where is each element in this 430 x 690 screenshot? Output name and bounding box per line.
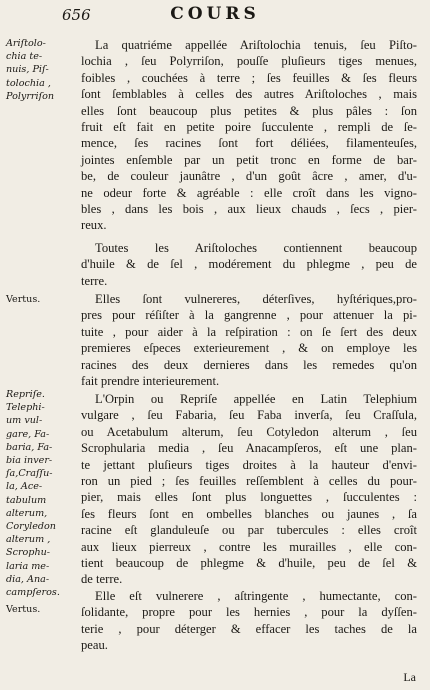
text-line: reux.	[81, 218, 107, 233]
margin-note-line: tabulum	[6, 494, 47, 506]
margin-note-line: campſeros.	[6, 587, 60, 599]
text-line: Scrophularia media , ſeu Anacampſeros, eſt une plan-	[81, 441, 417, 456]
margin-note-line: Repriſe.	[6, 389, 45, 400]
margin-note-line: laria me-	[6, 560, 50, 572]
paragraph-aristolochia-tenuis	[81, 37, 417, 234]
margin-note-line: Telephi-	[6, 402, 45, 414]
margin-note-aristolochia	[6, 37, 70, 103]
text-line: peau.	[81, 638, 108, 653]
text-line: de terre.	[81, 572, 123, 587]
paragraph-orpin	[81, 391, 417, 588]
margin-note-line: nuis, Piſ-	[6, 64, 49, 76]
margin-note-line: la, Ace-	[6, 481, 43, 493]
margin-note-line: baria, Fa-	[6, 441, 53, 453]
paragraph-vertus-2	[81, 588, 417, 654]
margin-note-vertus-2	[6, 603, 70, 616]
text-line: lochia , ſeu Polyrriſon, pouſſe pluſieurs tiges menues,	[81, 54, 417, 69]
text-line: ſes fleurs ſont en ombelles blanches ou jaunes , ſa	[81, 506, 417, 521]
page-header	[0, 0, 430, 30]
text-line: ne odeur forte & agréable : elle croît dans les vigno-	[81, 185, 417, 200]
page-number: 656	[62, 6, 91, 24]
margin-note-vertus-1	[6, 293, 70, 306]
text-line: Elles ſont vulnereres, déterſives, hyſtériques,pro-	[95, 292, 417, 306]
running-head: COURS	[170, 4, 260, 24]
paragraph-vertus-1	[81, 291, 417, 389]
margin-note-line: Polyrriſon	[6, 90, 55, 102]
text-line: ou Acetabulum alterum, ſeu Cotyledon alterum , ſeu	[81, 424, 417, 439]
text-line: premieres eſpeces exterieurement , & on employe les	[81, 341, 417, 356]
text-line: ſont ſemblables à celles des autres Ariſtoloches , mais	[81, 87, 417, 102]
margin-note-line: Coryledon	[6, 521, 56, 533]
margin-note-line: chia te-	[6, 51, 43, 63]
text-line: terre.	[81, 273, 108, 288]
margin-note-line: alterum,	[6, 507, 48, 519]
text-line: be, de couleur jaunâtre , d'un goût âcre , amer, d'u-	[81, 169, 417, 184]
text-line: fruit eſt fait en petite poire ſucculente , rempli de ſe-	[81, 120, 417, 135]
text-line: jointes enſemble par un petit tronc en forme de bar-	[81, 152, 417, 167]
text-line: racines des deux dernieres dans les remedes qu'on	[81, 357, 417, 372]
text-line: pres pour réſiſter à la gangrenne , pour attenuer la pi-	[81, 308, 417, 323]
paragraph-aristoloches-summary	[81, 240, 417, 289]
text-line: tient beaucoup de phlegme & d'huile, peu de ſel &	[81, 556, 417, 571]
margin-note-line: alterum ,	[6, 534, 51, 546]
margin-note-line: dia, Ana-	[6, 573, 50, 585]
text-line: La quatriéme appellée Ariſtolochia tenuis, ſeu Piſto-	[95, 38, 417, 52]
text-line: racine eſt glanduleuſe ou par tubercules : elles croît	[81, 523, 417, 538]
text-line: foibles , couchées à terre ; ſes feuilles & ſes fleurs	[81, 70, 417, 85]
text-line: terie , pour déterger & effacer les taches de la	[81, 621, 417, 636]
margin-note-reprise	[6, 388, 70, 599]
text-line: aux lieux pierreux , contre les murailles , elle con-	[81, 539, 417, 554]
text-line: tuite , pour aider à la reſpiration : on ſe ſert des deux	[81, 324, 417, 339]
catchword: La	[403, 670, 416, 684]
margin-note-line: ſa,Craſſu-	[6, 468, 53, 480]
text-line: elles ſont beaucoup plus petites & plus pâles : ſon	[81, 103, 417, 118]
text-line: fait prendre interieurement.	[81, 374, 220, 389]
margin-note-line: Ariſtolo-	[6, 38, 46, 49]
text-line: d'huile & de ſel , modérement du phlegme , peu de	[81, 257, 417, 272]
text-line: pier, mais elles ſont plus longuettes , ſucculentes :	[81, 490, 417, 505]
margin-note-line: tolochia ,	[6, 77, 51, 89]
text-line: vulgare , ſeu Fabaria, ſeu Faba inverſa, ſeu Craſſula,	[81, 408, 417, 423]
text-line: Toutes les Ariſtoloches contiennent beaucoup	[95, 241, 417, 255]
margin-note-line: Vertus.	[6, 294, 41, 305]
margin-note-line: Vertus.	[6, 604, 41, 615]
text-line: mence, ſes racines ſont fort déliées, filamenteuſes,	[81, 136, 417, 151]
text-line: ſolidante, propre pour les hernies , pour la dyſſen-	[81, 605, 417, 620]
text-line: ron un pied ; ſes feuilles reſſemblent à celles du pour-	[81, 474, 417, 489]
text-line: bles , dans les bois , aux lieux chauds , ſecs , pier-	[81, 202, 417, 217]
margin-note-line: gare, Fa-	[6, 428, 50, 440]
margin-note-line: bia inver-	[6, 455, 53, 467]
margin-note-line: Scrophu-	[6, 547, 51, 559]
margin-note-line: um vul-	[6, 415, 43, 427]
text-line: te jettant pluſieurs tiges droites à la hauteur d'envi-	[81, 457, 417, 472]
text-line: Elle eſt vulnerere , aſtringente , humectante, con-	[95, 589, 417, 603]
text-line: L'Orpin ou Repriſe appellée en Latin Telephium	[95, 392, 417, 406]
